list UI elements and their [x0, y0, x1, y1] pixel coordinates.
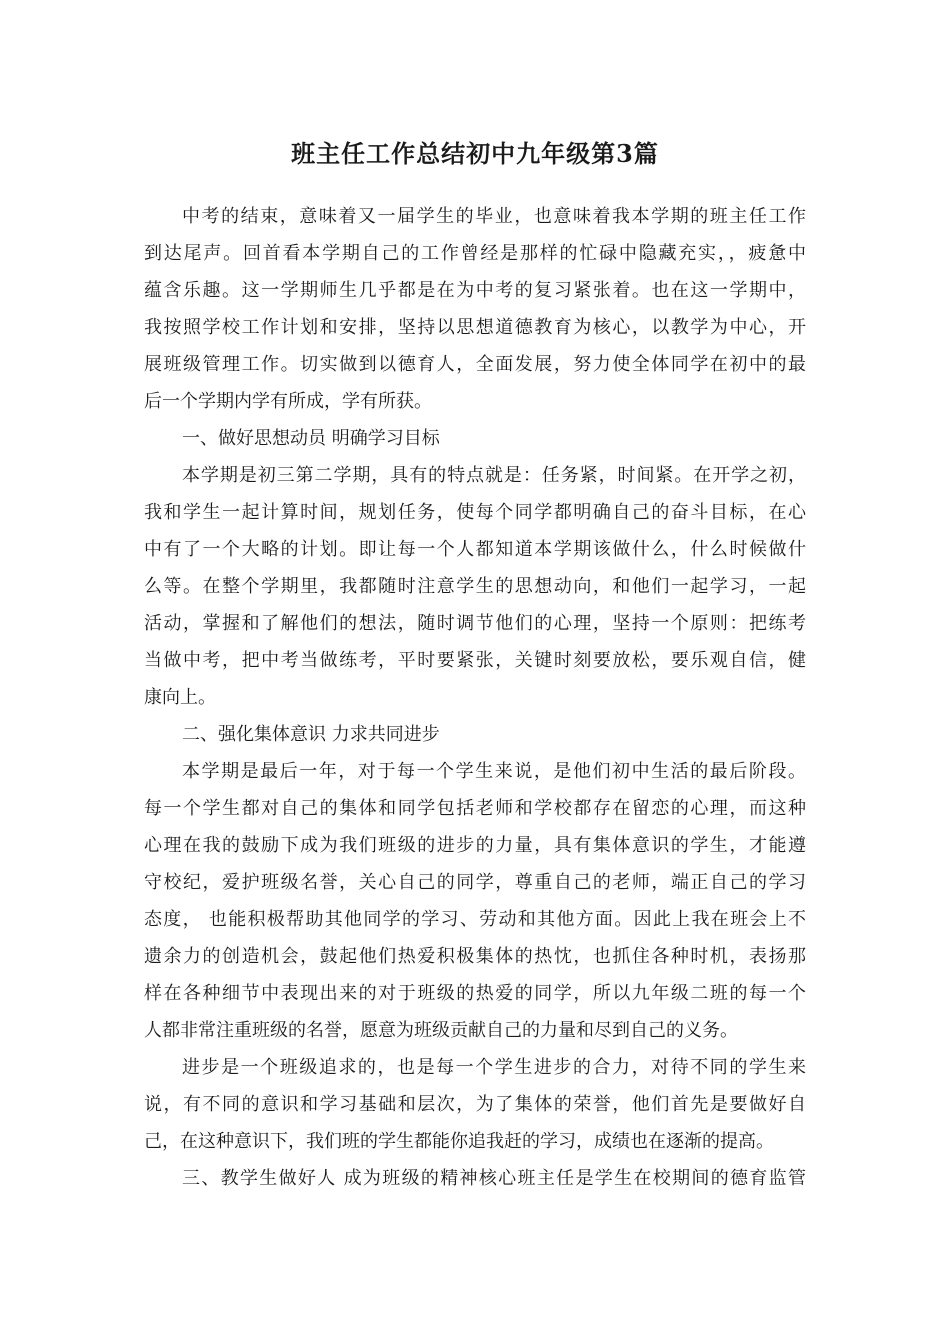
- paragraph-line: 守校纪，爱护班级名誉，关心自己的同学，尊重自己的老师，端正自己的学习: [144, 872, 806, 893]
- paragraph-line: 么等。在整个学期里，我都随时注意学生的思想动向，和他们一起学习，一起: [144, 576, 806, 597]
- paragraph-line: 蕴含乐趣。这一学期师生几乎都是在为中考的复习紧张着。也在这一学期中，: [144, 280, 806, 301]
- paragraph-line: 本学期是初三第二学期，具有的特点就是：任务紧，时间紧。在开学之初，: [182, 465, 806, 486]
- section-heading: 一、做好思想动员 明确学习目标: [182, 428, 440, 449]
- paragraph-line: 心理在我的鼓励下成为我们班级的进步的力量，具有集体意识的学生，才能遵: [144, 835, 806, 856]
- paragraph-line: 本学期是最后一年，对于每一个学生来说，是他们初中生活的最后阶段。: [182, 761, 806, 782]
- paragraph-line: 人都非常注重班级的名誉，愿意为班级贡献自己的力量和尽到自己的义务。: [144, 1020, 738, 1041]
- paragraph-line: 康向上。: [144, 687, 216, 708]
- paragraph-line: 遗余力的创造机会，鼓起他们热爱积极集体的热忱，也抓住各种时机，表扬那: [144, 946, 806, 967]
- paragraph-line: 样在各种细节中表现出来的对于班级的热爱的同学，所以九年级二班的每一个: [144, 983, 806, 1004]
- paragraph-line: 展班级管理工作。切实做到以德育人，全面发展，努力使全体同学在初中的最: [144, 354, 806, 375]
- section-heading: 二、强化集体意识 力求共同进步: [182, 724, 440, 745]
- document-title: 班主任工作总结初中九年级第3篇: [291, 139, 659, 168]
- paragraph-line: 己，在这种意识下，我们班的学生都能你追我赶的学习，成绩也在逐渐的提高。: [144, 1131, 774, 1152]
- paragraph-line: 三、教学生做好人 成为班级的精神核心班主任是学生在校期间的德育监管: [182, 1168, 806, 1189]
- paragraph-line: 后一个学期内学有所成，学有所获。: [144, 391, 432, 412]
- paragraph-line: 态度， 也能积极帮助其他同学的学习、劳动和其他方面。因此上我在班会上不: [144, 909, 806, 930]
- paragraph-line: 说，有不同的意识和学习基础和层次，为了集体的荣誉，他们首先是要做好自: [144, 1094, 806, 1115]
- document-body: [144, 198, 806, 1197]
- paragraph-line: 到达尾声。回首看本学期自己的工作曾经是那样的忙碌中隐藏充实，，疲惫中: [144, 243, 806, 264]
- paragraph-line: 我和学生一起计算时间，规划任务，使每个同学都明确自己的奋斗目标，在心: [144, 502, 806, 523]
- paragraph-line: 每一个学生都对自己的集体和同学包括老师和学校都存在留恋的心理，而这种: [144, 798, 806, 819]
- paragraph-line: 进步是一个班级追求的，也是每一个学生进步的合力，对待不同的学生来: [182, 1057, 806, 1078]
- paragraph-line: 活动，掌握和了解他们的想法，随时调节他们的心理，坚持一个原则：把练考: [144, 613, 806, 634]
- paragraph-line: 我按照学校工作计划和安排，坚持以思想道德教育为核心，以教学为中心，开: [144, 317, 806, 338]
- paragraph-line: 当做中考，把中考当做练考，平时要紧张，关键时刻要放松，要乐观自信，健: [144, 650, 806, 671]
- paragraph-line: 中有了一个大略的计划。即让每一个人都知道本学期该做什么，什么时候做什: [144, 539, 806, 560]
- paragraph-line: 中考的结束，意味着又一届学生的毕业，也意味着我本学期的班主任工作: [182, 206, 806, 227]
